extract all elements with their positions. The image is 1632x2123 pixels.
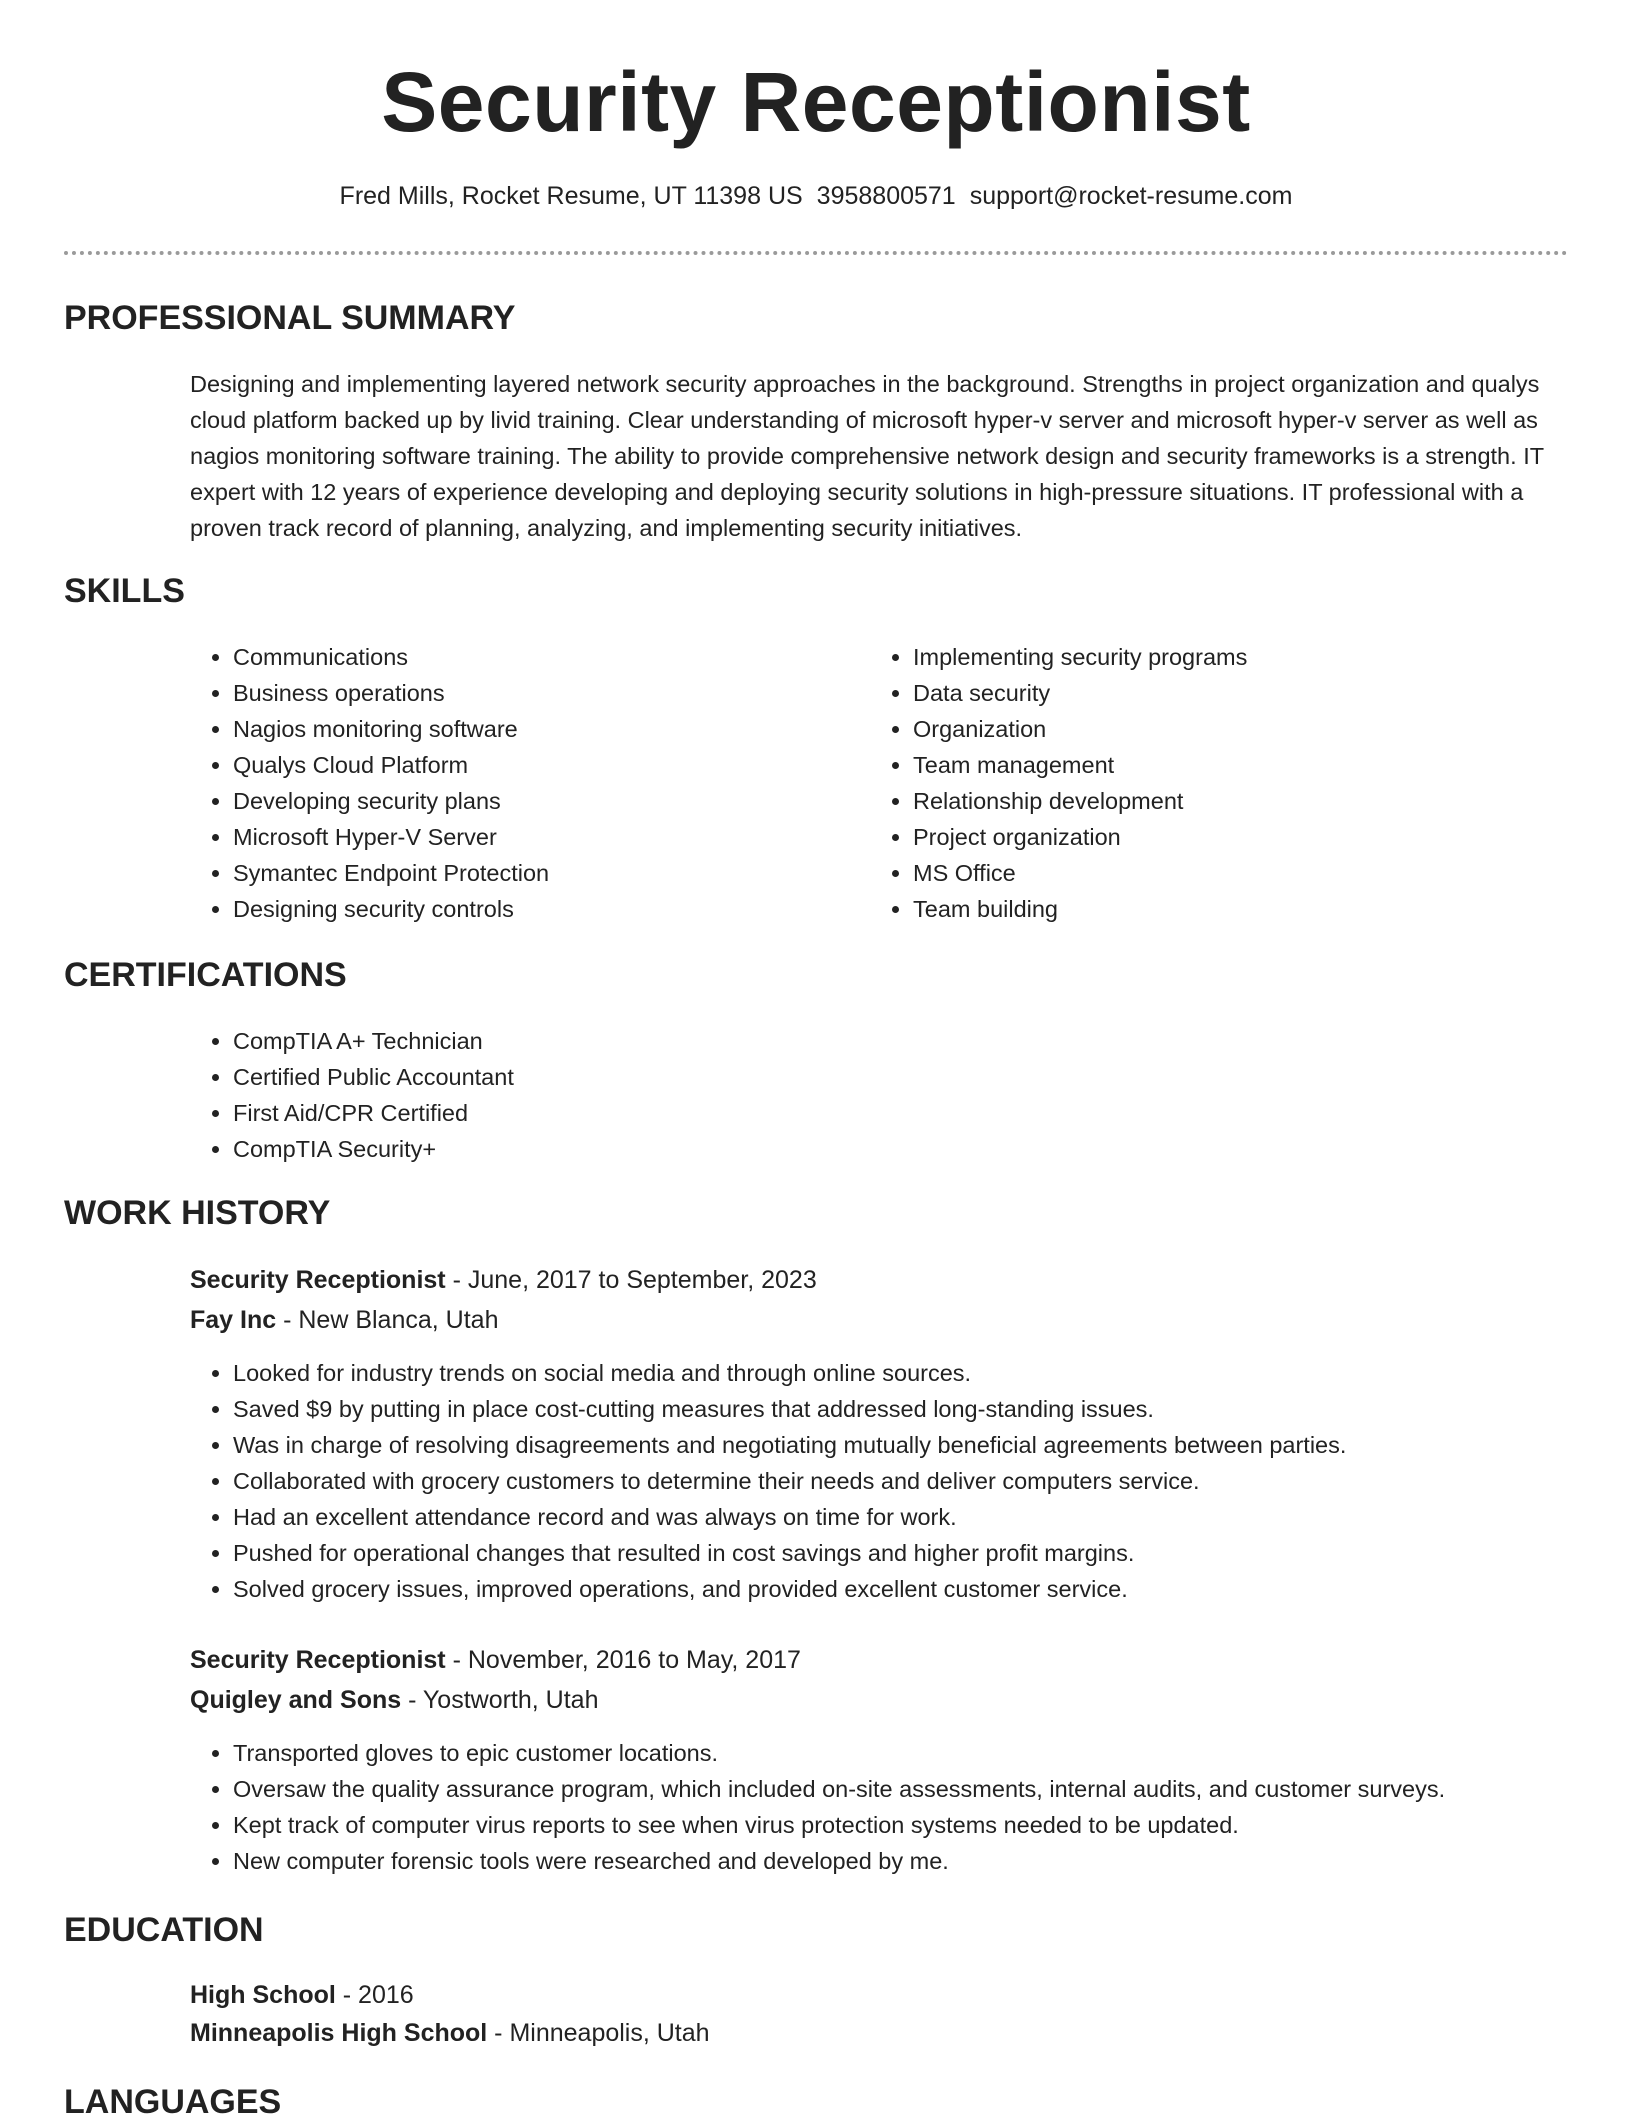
contact-address: Fred Mills, Rocket Resume, UT 11398 US — [339, 182, 803, 210]
contact-phone: 3958800571 — [816, 182, 956, 210]
education-school: Minneapolis High School — [190, 2019, 488, 2047]
job-dates: - November, 2016 to May, 2017 — [445, 1646, 801, 1674]
skill-item: • Organization — [913, 711, 1533, 747]
job-bullet: • Kept track of computer virus reports to see when virus protection systems needed to be updated. — [233, 1807, 1632, 1843]
job-title: Security Receptionist — [190, 1266, 446, 1294]
certification-item: • First Aid/CPR Certified — [233, 1095, 1433, 1131]
skill-item: • Designing security controls — [233, 891, 833, 927]
job-bullet: • Transported gloves to epic customer locations. — [233, 1735, 1632, 1771]
summary-text: Designing and implementing layered network security approaches in the background. Strengths in project organization and qualys cloud platform backed up by livid training. Clear understanding of microsoft hyper-v server and microsoft hyper-v server as well as nagios monitoring software training. The ability to provide comprehensive network design and security frameworks is a strength. IT expert with 12 years of experience developing and deploying security solutions in high-pressure situations. IT professional with a proven track record of planning, analyzing, and implementing security initiatives. — [190, 371, 1544, 541]
skill-item: • Business operations — [233, 675, 833, 711]
skill-item: • Symantec Endpoint Protection — [233, 855, 833, 891]
work-history-heading: WORK HISTORY — [64, 1194, 331, 1232]
education-degree: High School — [190, 1981, 336, 2009]
contact-line — [0, 181, 1632, 211]
education-year: - 2016 — [335, 1981, 414, 2009]
header-divider — [64, 251, 1568, 255]
job-bullet: • Was in charge of resolving disagreements and negotiating mutually beneficial agreements between parties. — [233, 1427, 1632, 1463]
job-bullet: • Saved $9 by putting in place cost-cutting measures that addressed long-standing issues. — [233, 1391, 1632, 1427]
job-bullet: • Oversaw the quality assurance program, which included on-site assessments, internal audits, and customer surveys. — [233, 1771, 1632, 1807]
summary-heading: PROFESSIONAL SUMMARY — [64, 299, 516, 337]
skill-item: • MS Office — [913, 855, 1533, 891]
certifications-list — [189, 1023, 1433, 1167]
contact-email: support@rocket-resume.com — [969, 182, 1293, 210]
skills-heading: SKILLS — [64, 572, 185, 610]
job-dates: - June, 2017 to September, 2023 — [445, 1266, 817, 1294]
certification-item: • Certified Public Accountant — [233, 1059, 1433, 1095]
job-bullet: • Looked for industry trends on social media and through online sources. — [233, 1355, 1632, 1391]
job-company: Fay Inc — [190, 1306, 277, 1334]
job-bullets — [189, 1735, 1632, 1879]
job-bullet: • Collaborated with grocery customers to determine their needs and deliver computers service. — [233, 1463, 1632, 1499]
skill-item: • Nagios monitoring software — [233, 711, 833, 747]
skill-item: • Developing security plans — [233, 783, 833, 819]
job-bullet: • Pushed for operational changes that resulted in cost savings and higher profit margins. — [233, 1535, 1632, 1571]
skill-item: • Team management — [913, 747, 1533, 783]
job-bullet: • Solved grocery issues, improved operations, and provided excellent customer service. — [233, 1571, 1632, 1607]
certification-item: • CompTIA A+ Technician — [233, 1023, 1433, 1059]
skill-item: • Communications — [233, 639, 833, 675]
skill-item: • Qualys Cloud Platform — [233, 747, 833, 783]
resume-title: Security Receptionist — [381, 55, 1251, 149]
skill-item: • Data security — [913, 675, 1533, 711]
job-title: Security Receptionist — [190, 1646, 446, 1674]
languages-heading: LANGUAGES — [64, 2083, 282, 2121]
skill-item: • Implementing security programs — [913, 639, 1533, 675]
job-location: - Yostworth, Utah — [401, 1686, 599, 1714]
skill-item: • Project organization — [913, 819, 1533, 855]
skill-item: • Microsoft Hyper-V Server — [233, 819, 833, 855]
job-bullets — [189, 1355, 1632, 1607]
education-degree-line — [190, 1980, 414, 2010]
certification-item: • CompTIA Security+ — [233, 1131, 1433, 1167]
job-title-line — [190, 1265, 817, 1295]
job-location: - New Blanca, Utah — [276, 1306, 499, 1334]
job-bullet: • Had an excellent attendance record and was always on time for work. — [233, 1499, 1632, 1535]
skills-list-left — [189, 639, 833, 927]
job-company-line — [190, 1685, 598, 1715]
job-company-line — [190, 1305, 498, 1335]
job-bullet: • New computer forensic tools were researched and developed by me. — [233, 1843, 1632, 1879]
job-title-line — [190, 1645, 801, 1675]
job-company: Quigley and Sons — [190, 1686, 402, 1714]
education-school-line — [190, 2018, 710, 2048]
skill-item: • Relationship development — [913, 783, 1533, 819]
education-location: - Minneapolis, Utah — [487, 2019, 710, 2047]
skill-item: • Team building — [913, 891, 1533, 927]
education-heading: EDUCATION — [64, 1911, 264, 1949]
certifications-heading: CERTIFICATIONS — [64, 956, 347, 994]
skills-list-right — [869, 639, 1533, 927]
